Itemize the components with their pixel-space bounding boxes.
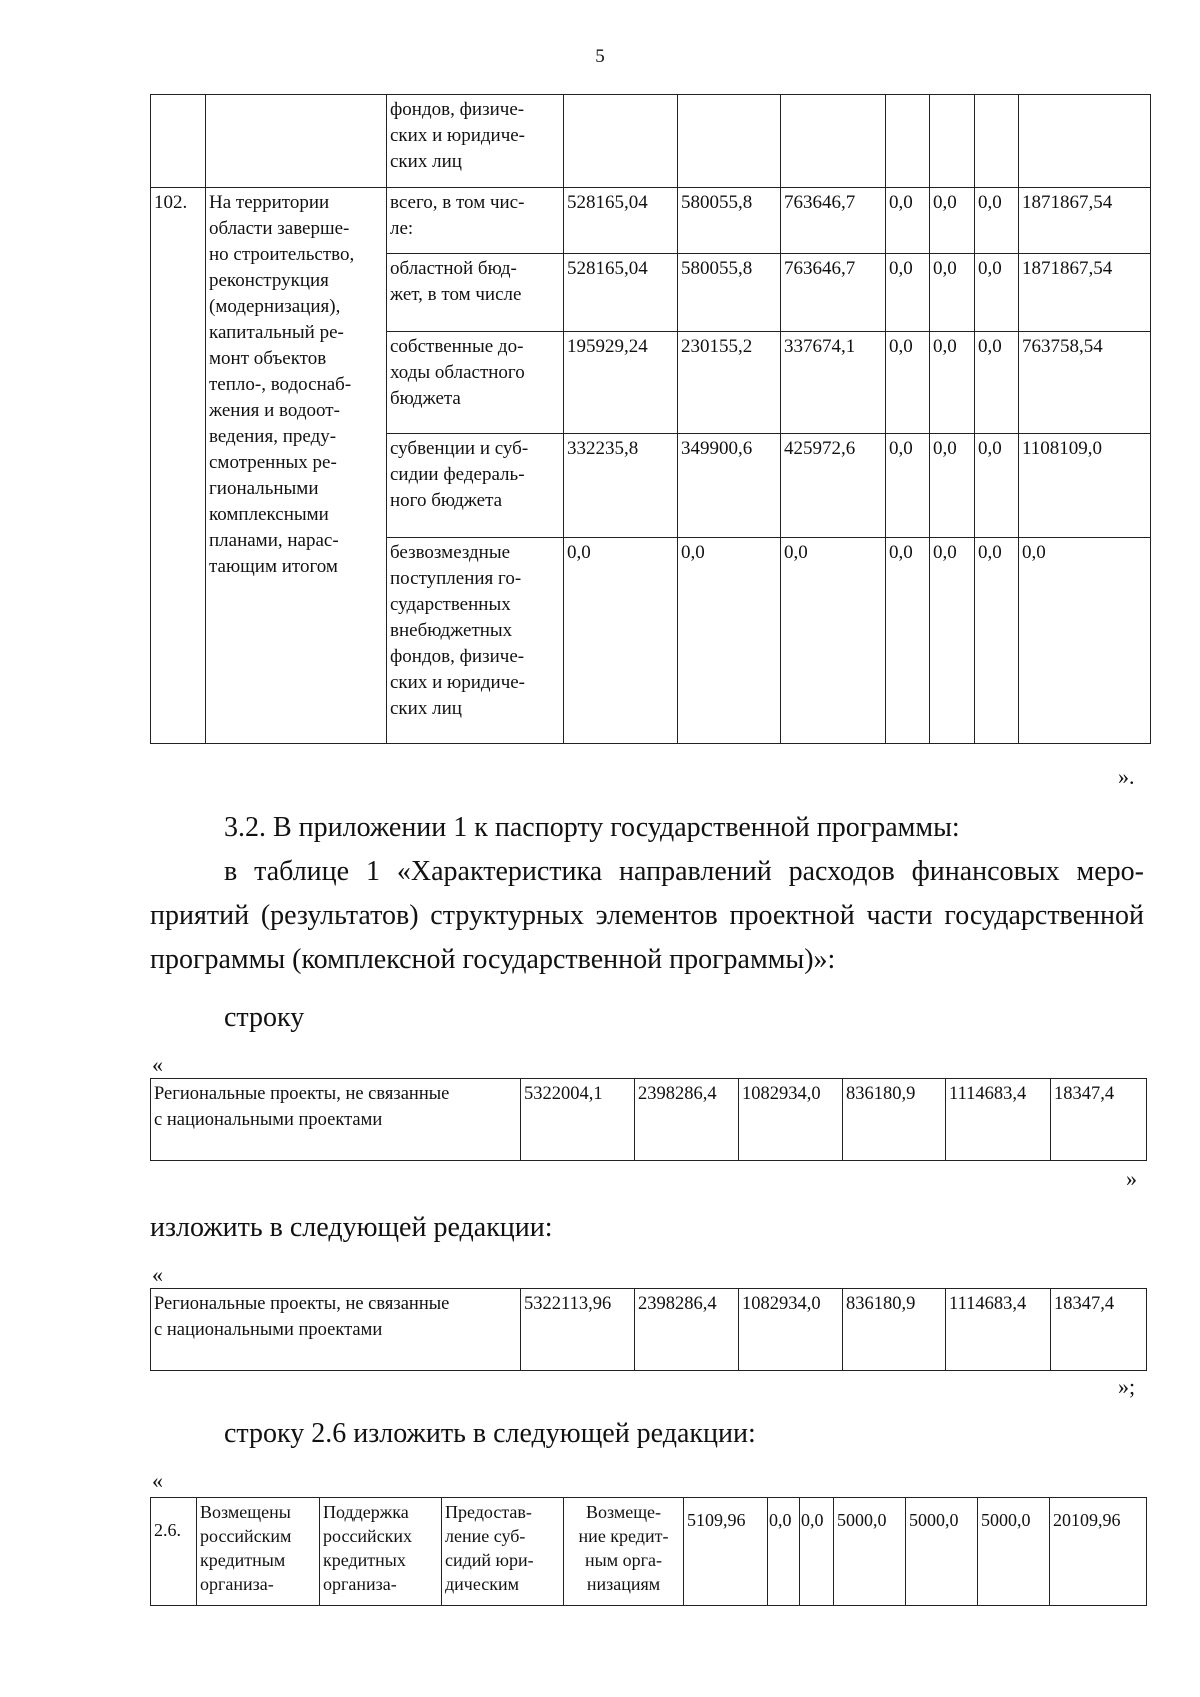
table-cell bbox=[781, 95, 886, 188]
value-cell: 0,0 bbox=[1019, 538, 1151, 744]
table-row-102 bbox=[150, 94, 1151, 744]
table-cell bbox=[886, 95, 930, 188]
value-cell: 763758,54 bbox=[1019, 332, 1151, 434]
project-name-cell: Региональные проекты, не связанные с национальными проектами bbox=[151, 1079, 521, 1161]
value-cell: 0,0 bbox=[930, 538, 975, 744]
value-cell: 18347,4 bbox=[1051, 1079, 1147, 1161]
value-cell: 0,0 bbox=[975, 254, 1019, 332]
opening-quote: « bbox=[152, 1052, 163, 1077]
value-cell: 763646,7 bbox=[781, 188, 886, 254]
value-cell: 1871867,54 bbox=[1019, 188, 1151, 254]
paragraph-line: программы (комплексной государственной программы)»: bbox=[150, 944, 836, 975]
description-cell: Поддержка российских кредитных организа- bbox=[320, 1498, 442, 1606]
value-cell: 1114683,4 bbox=[946, 1079, 1051, 1161]
table-cell bbox=[930, 95, 975, 188]
value-cell: 1082934,0 bbox=[739, 1289, 843, 1371]
table-row bbox=[151, 95, 1151, 188]
funding-source-cell: субвенции и суб- сидии федераль- ного бюджета bbox=[387, 434, 564, 538]
value-cell: 0,0 bbox=[886, 188, 930, 254]
table-row bbox=[151, 1079, 1147, 1161]
value-cell: 0,0 bbox=[781, 538, 886, 744]
description-cell: Предостав- ление суб- сидий юри- дическим bbox=[442, 1498, 564, 1606]
value-cell: 425972,6 bbox=[781, 434, 886, 538]
value-cell: 2398286,4 bbox=[635, 1289, 739, 1371]
value-cell: 0,0 bbox=[930, 332, 975, 434]
value-cell: 0,0 bbox=[975, 434, 1019, 538]
value-cell: 0,0 bbox=[886, 332, 930, 434]
closing-quote: ». bbox=[1118, 764, 1135, 789]
paragraph-line: приятий (результатов) структурных элементов проектной части государственной bbox=[150, 900, 1144, 931]
opening-quote: « bbox=[152, 1468, 163, 1493]
value-cell: 0,0 bbox=[800, 1498, 834, 1606]
paragraph-line: строку 2.6 изложить в следующей редакции: bbox=[224, 1418, 756, 1449]
value-cell: 0,0 bbox=[564, 538, 678, 744]
description-cell: Возмеще- ние кредит- ным орга- низациям bbox=[564, 1498, 684, 1606]
funding-source-cell: фондов, физиче- ских и юридиче- ских лиц bbox=[387, 95, 564, 188]
funding-source-cell: всего, в том чис- ле: bbox=[387, 188, 564, 254]
funding-source-cell: безвозмездные поступления го- сударственных внебюджетных фондов, физиче- ских и юридиче- ских лиц bbox=[387, 538, 564, 744]
table-cell bbox=[975, 95, 1019, 188]
value-cell: 337674,1 bbox=[781, 332, 886, 434]
value-cell: 0,0 bbox=[975, 188, 1019, 254]
table-row-2-6 bbox=[150, 1497, 1147, 1606]
funding-source-cell: областной бюд- жет, в том числе bbox=[387, 254, 564, 332]
table-row bbox=[151, 1498, 1147, 1606]
value-cell: 5000,0 bbox=[978, 1498, 1050, 1606]
value-cell: 5109,96 bbox=[684, 1498, 768, 1606]
value-cell: 5000,0 bbox=[834, 1498, 906, 1606]
table-row bbox=[151, 188, 1151, 254]
value-cell: 195929,24 bbox=[564, 332, 678, 434]
funding-source-cell: собственные до- ходы областного бюджета bbox=[387, 332, 564, 434]
table-old-row bbox=[150, 1078, 1147, 1161]
page-number: 5 bbox=[595, 46, 605, 67]
value-cell: 1871867,54 bbox=[1019, 254, 1151, 332]
value-cell: 5000,0 bbox=[906, 1498, 978, 1606]
project-name-cell: Региональные проекты, не связанные с национальными проектами bbox=[151, 1289, 521, 1371]
row-description-cell: На территории области заверше- но строительство, реконструкция (модернизация), капитальный ре- монт объектов тепло-, водоснаб- жения и водоот- ведения, преду- смотренных ре- гиональными комплексными планами, нарас- тающим итогом bbox=[206, 188, 387, 744]
description-cell: Возмещены российским кредитным организа- bbox=[197, 1498, 320, 1606]
value-cell: 763646,7 bbox=[781, 254, 886, 332]
value-cell: 1114683,4 bbox=[946, 1289, 1051, 1371]
closing-quote: » bbox=[1126, 1166, 1137, 1191]
paragraph-line: изложить в следующей редакции: bbox=[150, 1212, 553, 1243]
value-cell: 0,0 bbox=[930, 188, 975, 254]
table-cell bbox=[206, 95, 387, 188]
opening-quote: « bbox=[152, 1262, 163, 1287]
paragraph-line: в таблице 1 «Характеристика направлений расходов финансовых меро- bbox=[224, 856, 1144, 887]
value-cell: 0,0 bbox=[930, 254, 975, 332]
value-cell: 230155,2 bbox=[678, 332, 781, 434]
value-cell: 5322004,1 bbox=[521, 1079, 635, 1161]
value-cell: 0,0 bbox=[768, 1498, 800, 1606]
value-cell: 2398286,4 bbox=[635, 1079, 739, 1161]
paragraph-line: строку bbox=[224, 1002, 305, 1033]
value-cell: 1082934,0 bbox=[739, 1079, 843, 1161]
table-cell bbox=[1019, 95, 1151, 188]
value-cell: 580055,8 bbox=[678, 188, 781, 254]
value-cell: 0,0 bbox=[886, 434, 930, 538]
table-cell bbox=[678, 95, 781, 188]
row-number-cell: 2.6. bbox=[151, 1498, 197, 1606]
row-number-cell: 102. bbox=[151, 188, 206, 744]
value-cell: 0,0 bbox=[975, 332, 1019, 434]
value-cell: 18347,4 bbox=[1051, 1289, 1147, 1371]
section-heading: 3.2. В приложении 1 к паспорту государственной программы: bbox=[224, 812, 960, 843]
value-cell: 528165,04 bbox=[564, 188, 678, 254]
value-cell: 5322113,96 bbox=[521, 1289, 635, 1371]
value-cell: 349900,6 bbox=[678, 434, 781, 538]
value-cell: 836180,9 bbox=[843, 1079, 946, 1161]
value-cell: 0,0 bbox=[886, 538, 930, 744]
value-cell: 1108109,0 bbox=[1019, 434, 1151, 538]
table-row bbox=[151, 1289, 1147, 1371]
closing-quote: »; bbox=[1118, 1374, 1136, 1399]
value-cell: 528165,04 bbox=[564, 254, 678, 332]
table-cell bbox=[151, 95, 206, 188]
value-cell: 0,0 bbox=[975, 538, 1019, 744]
value-cell: 332235,8 bbox=[564, 434, 678, 538]
table-new-row bbox=[150, 1288, 1147, 1371]
value-cell: 0,0 bbox=[930, 434, 975, 538]
table-cell bbox=[564, 95, 678, 188]
value-cell: 0,0 bbox=[678, 538, 781, 744]
value-cell: 580055,8 bbox=[678, 254, 781, 332]
value-cell: 836180,9 bbox=[843, 1289, 946, 1371]
value-cell: 0,0 bbox=[886, 254, 930, 332]
value-cell: 20109,96 bbox=[1050, 1498, 1147, 1606]
